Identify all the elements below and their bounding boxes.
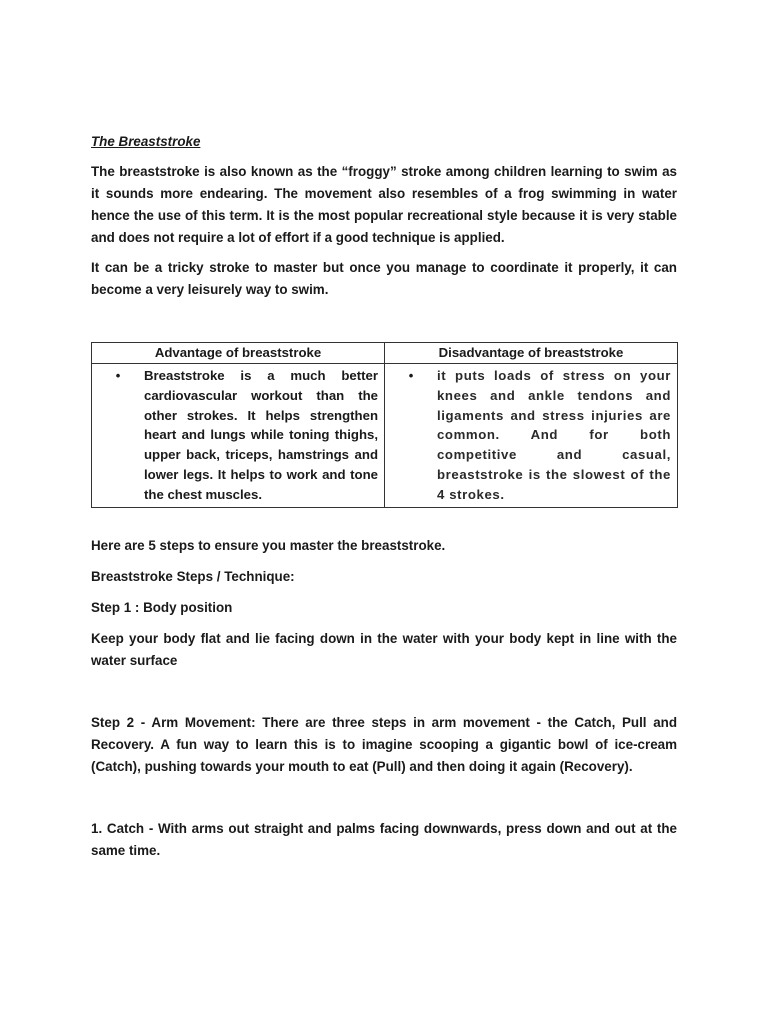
- advantage-cell: [92, 364, 385, 508]
- step2-text: Step 2 - Arm Movement: There are three steps in arm movement - the Catch, Pull and Recovery. A fun way to learn this is to imagine scooping a gigantic bowl of ice-cream (Catch), pushing towards your mouth to eat (Pull) and then doing it again (Recovery).: [91, 715, 677, 774]
- table-row: [92, 364, 678, 508]
- bullet-icon: •: [408, 368, 414, 383]
- bullet-icon: •: [115, 368, 121, 383]
- advantage-header: Advantage of breaststroke: [92, 343, 385, 364]
- disadvantage-text: it puts loads of stress on your knees and ankle tendons and ligaments and stress injuries are common. And for both competitive and casual, breaststroke is the slowest of the 4 strokes.: [437, 368, 671, 502]
- disadvantage-cell: [385, 364, 678, 508]
- step1-text: Keep your body flat and lie facing down in the water with your body kept in line with the water surface: [91, 631, 677, 668]
- table-header-row: [92, 343, 678, 364]
- steps-intro: Here are 5 steps to ensure you master the breaststroke.: [91, 538, 446, 553]
- disadvantage-header: Disadvantage of breaststroke: [385, 343, 678, 364]
- intro-paragraph-1: The breaststroke is also known as the “froggy” stroke among children learning to swim as it sounds more endearing. The movement also resembles of a frog swimming in water hence the use of this term. It is the most popular recreational style because it is very stable and does not require a lot of effort if a good technique is applied.: [91, 164, 677, 245]
- advantages-disadvantages-table: [91, 342, 678, 508]
- intro-paragraph-2: It can be a tricky stroke to master but once you manage to coordinate it properly, it can become a very leisurely way to swim.: [91, 260, 677, 297]
- catch-text: 1. Catch - With arms out straight and palms facing downwards, press down and out at the same time.: [91, 821, 677, 858]
- section-heading: The Breaststroke: [91, 134, 201, 149]
- steps-label: Breaststroke Steps / Technique:: [91, 569, 295, 584]
- advantage-text: Breaststroke is a much better cardiovascular workout than the other strokes. It helps strengthen heart and lungs while toning thighs, upper back, triceps, hamstrings and lower legs. It helps to work and tone the chest muscles.: [144, 368, 378, 502]
- step1-title: Step 1 : Body position: [91, 600, 233, 615]
